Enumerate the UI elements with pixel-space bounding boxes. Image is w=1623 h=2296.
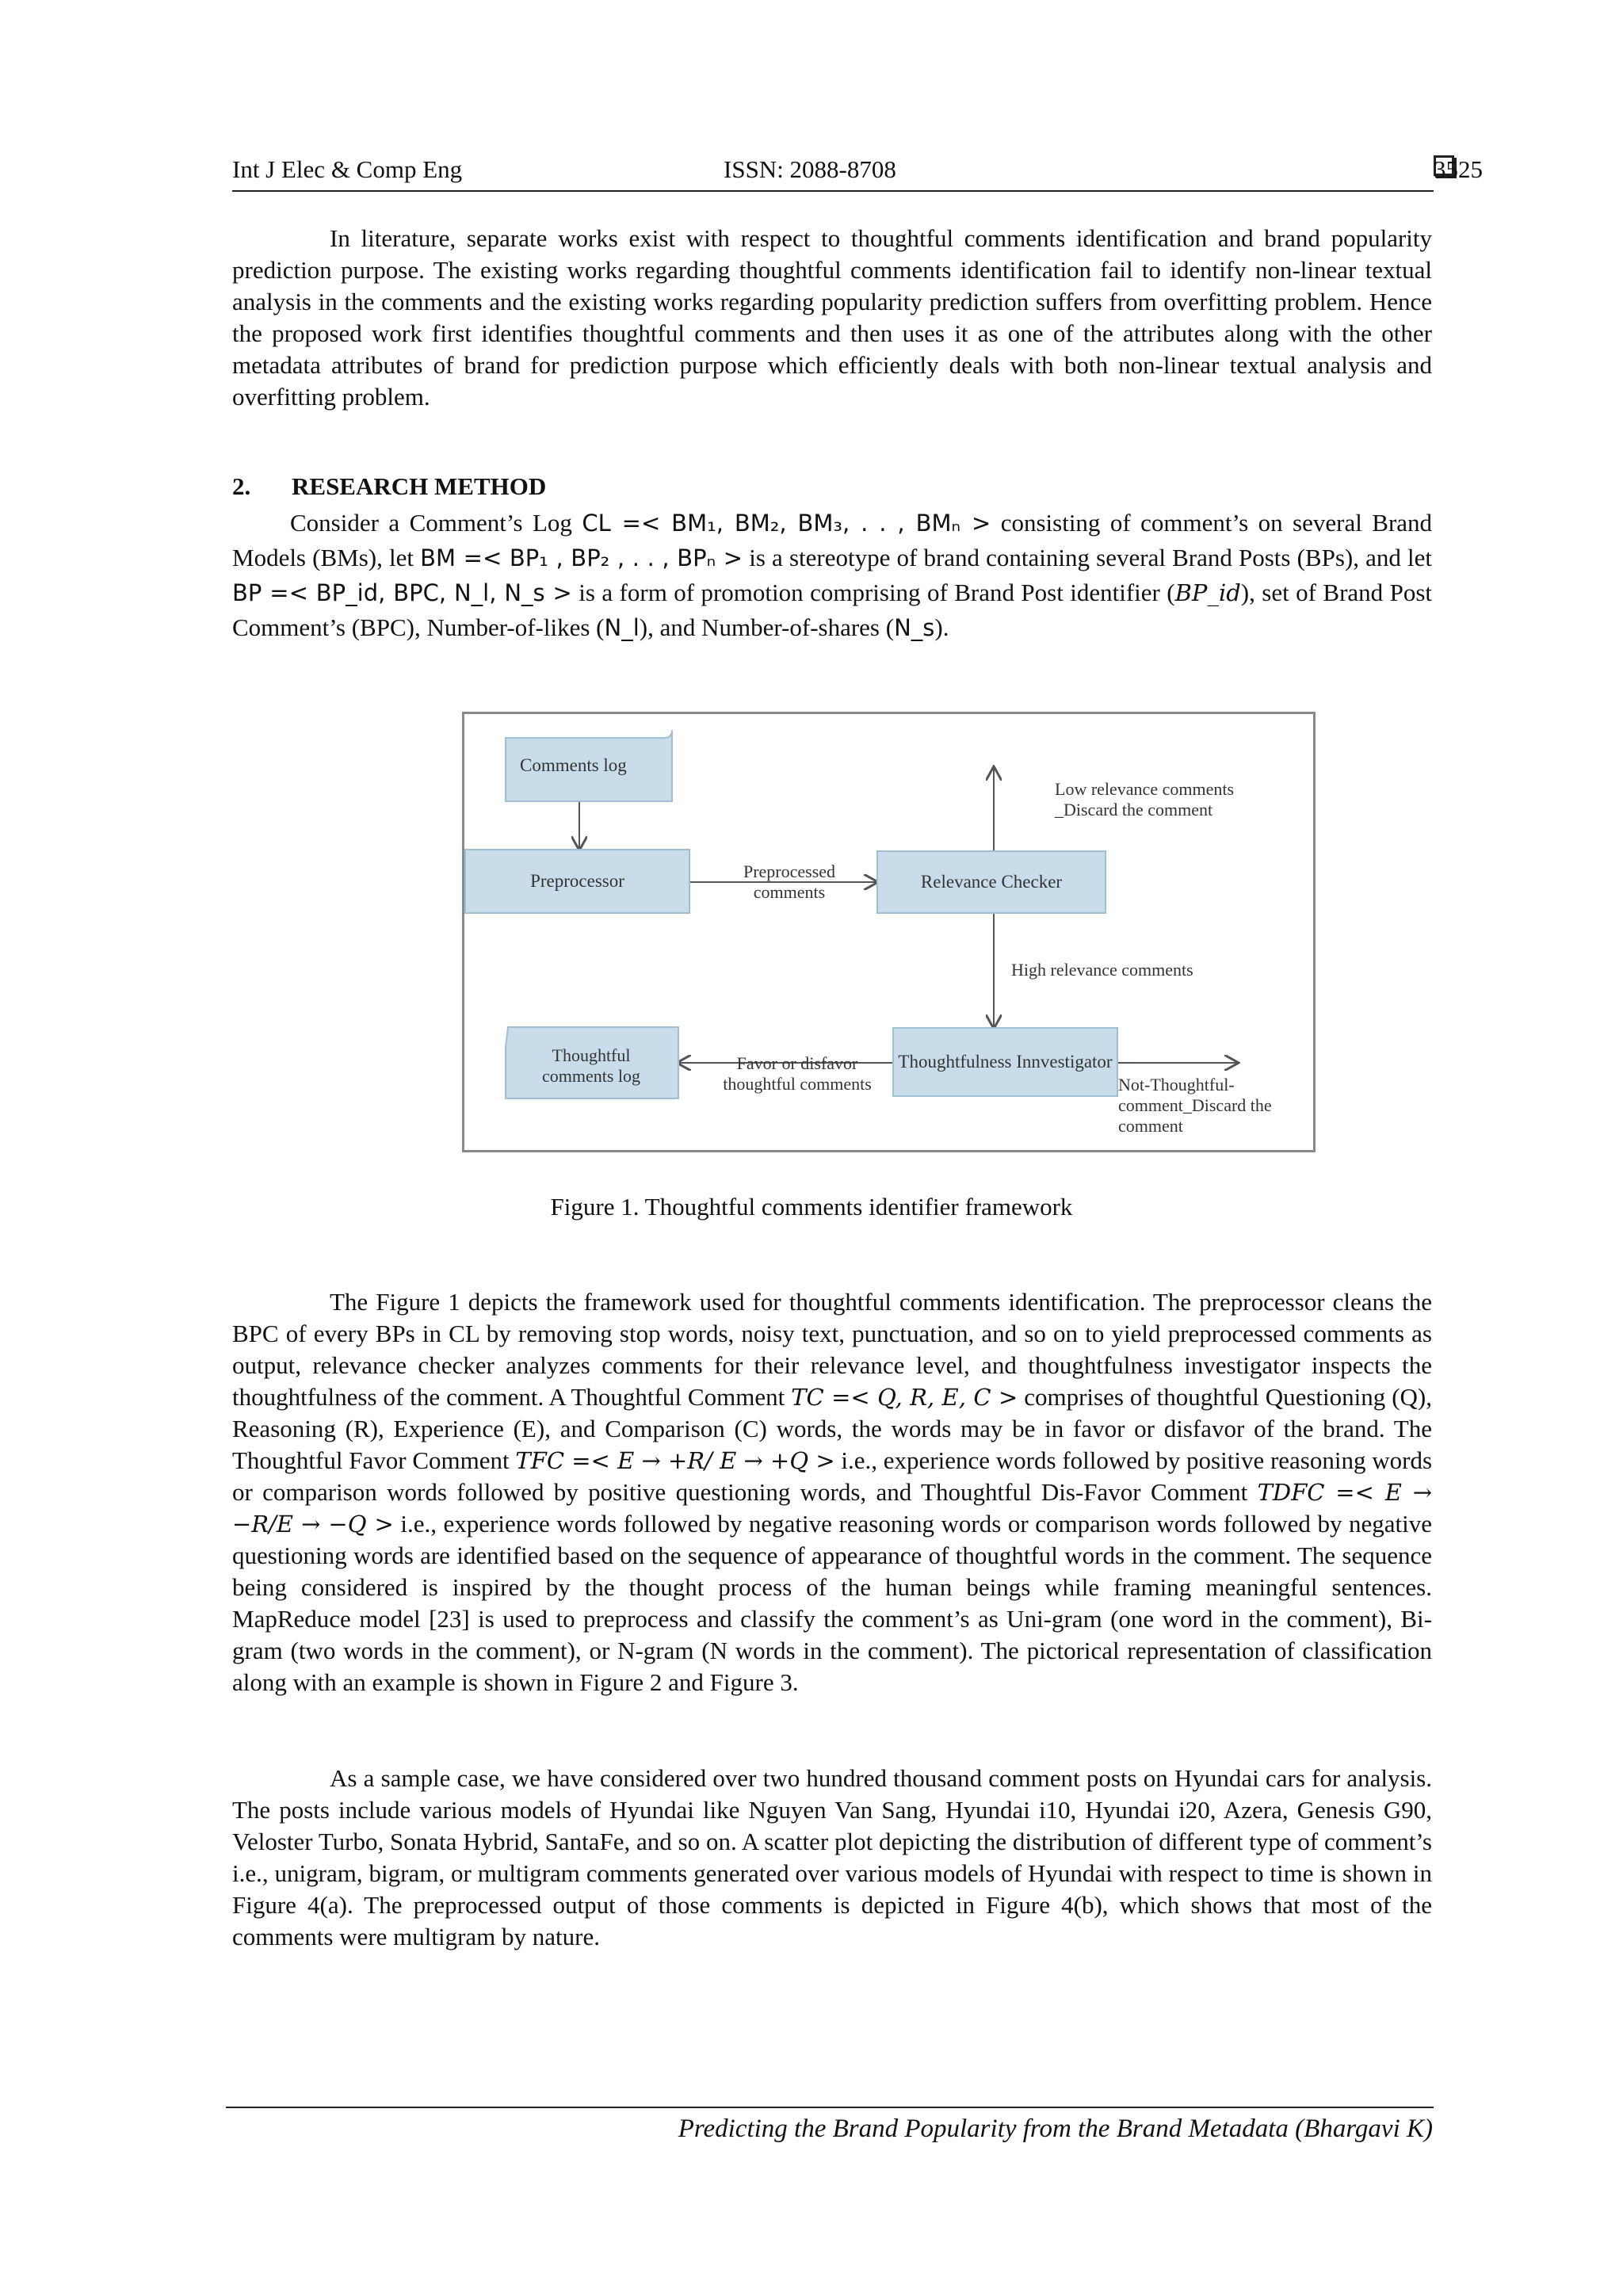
cl-formula: CL =< BM₁, BM₂, BM₃, . . , BMₙ > — [582, 510, 991, 537]
footer-rule — [226, 2107, 1434, 2108]
page-number: 3525 — [1434, 155, 1483, 183]
issn: ISSN: 2088-8708 — [724, 155, 896, 183]
method-text-5: ), set of Brand Post Comment’s (BPC), Number-of-likes ( — [232, 579, 1433, 641]
running-footer: Predicting the Brand Popularity from the Brand Metadata (Bhargavi K) — [678, 2115, 1433, 2143]
bp-formula: BP =< BP_id, BPC, N_l, N_s > — [232, 579, 572, 606]
nl-symbol: N_l — [604, 614, 640, 641]
sample-paragraph: As a sample case, we have considered over two hundred thousand comment posts on Hyundai cars for analysis. The posts include various models of Hyundai like Nguyen Van Sang, Hyundai i10, Hyundai i20, Azera, Genesis G90, Veloster Turbo, Sonata Hybrid, SantaFe, and so on. A scatter plot depicting the distribution of different type of comment’s i.e., unigram, bigram, or multigram comments generated over various models of Hyundai with respect to time is shown in Figure 4(a). The preprocessed output of those comments is depicted in Figure 4(b), which shows that most of the comments were multigram by nature. — [232, 1764, 1432, 1950]
method-text-3: is a stereotype of brand containing several Brand Posts (BPs), and let — [749, 544, 1433, 571]
framework-text-4: i.e., experience words followed by negative reasoning words or comparison words followed by negative questioning words are identified based on the sequence of appearance of thoughtful words in the comment. The sequence being considered is inspired by the thought process of the human beings while framing meaningful sentences. MapReduce model [23] is used to preprocess and classify the comment’s as Uni-gram (one word in the comment), Bi-gram (two words in the comment), or N-gram (N words in the comment). The pictorical representation of classification along with an example is shown in Figure 2 and Figure 3. — [232, 1510, 1432, 1696]
tc-formula: TC =< Q, R, E, C > — [791, 1384, 1018, 1411]
figure-1-caption: Figure 1. Thoughtful comments identifier framework — [550, 1193, 1073, 1221]
section-heading — [232, 472, 546, 501]
method-paragraph — [232, 506, 1432, 645]
favor-disfavor-label: Favor or disfavor thoughtful comments — [723, 1053, 872, 1094]
relevance-checker-box: Relevance Checker — [876, 850, 1106, 914]
method-text-4: is a form of promotion comprising of Brand Post identifier ( — [579, 579, 1175, 606]
bm-formula: BM =< BP₁ , BP₂ , . . , BPₙ > — [420, 544, 743, 571]
journal-name: Int J Elec & Comp Eng — [232, 155, 463, 183]
comments-log-label: Comments log — [520, 755, 627, 775]
framework-text-3: i.e., experience words followed by positive reasoning words or comparison words followed by positive questioning words, and Thoughtful Dis-Favor Comment — [232, 1446, 1433, 1506]
method-text-1: Consider a Comment’s Log — [290, 509, 572, 537]
figure-1-diagram — [462, 712, 1316, 1152]
thoughtfulness-investigator-box: Thoughtfulness Innvestigator — [892, 1027, 1118, 1097]
low-relevance-label: Low relevance comments _Discard the comment — [1055, 779, 1235, 819]
thoughtful-log-label: Thoughtful comments log — [541, 1045, 641, 1086]
preprocessor-box: Preprocessor — [464, 849, 690, 914]
high-relevance-label: High relevance comments — [1011, 960, 1193, 980]
ns-symbol: N_s — [894, 614, 935, 641]
section-number: 2. — [232, 472, 251, 500]
section-title: RESEARCH METHOD — [292, 472, 547, 500]
bpid-symbol: BP_id — [1174, 579, 1241, 606]
method-text-2: consisting of comment’s on several Brand Models (BMs), let — [232, 509, 1433, 571]
tfc-formula: TFC =< E → +R/ E → +Q > — [515, 1447, 835, 1474]
framework-text-1: The Figure 1 depicts the framework used for thoughtful comments identification. The preprocessor cleans the BPC of every BPs in CL by removing stop words, noisy text, punctuation, and so on to yield preprocessed comments as output, relevance checker analyzes comments for their relevance level, and thoughtfulness investigator inspects the thoughtfulness of the comment. A Thoughtful Comment — [232, 1288, 1432, 1411]
method-text-7: ). — [934, 613, 949, 641]
tdfc-formula: TDFC =< E → −R/E → −Q > — [232, 1479, 1433, 1538]
framework-paragraph — [232, 1286, 1432, 1698]
running-header — [232, 155, 1483, 192]
preprocessed-comments-label: Preprocessed comments — [743, 861, 836, 902]
framework-text-2: comprises of thoughtful Questioning (Q), Reasoning (R), Experience (E), and Comparison (C) words, the words may be in favor or disfavor of the brand. The Thoughtful Favor Comment — [232, 1383, 1433, 1474]
method-text-6: ), and Number-of-shares ( — [639, 613, 895, 641]
intro-paragraph: In literature, separate works exist with respect to thoughtful comments identification and brand popularity prediction purpose. The existing works regarding thoughtful comments identification fail to identify non-linear textual analysis in the comments and the existing works regarding popularity prediction suffers from overfitting problem. Hence the proposed work first identifies thoughtful comments and then uses it as one of the attributes along with the other metadata attributes of brand for prediction purpose which efficiently deals with both non-linear textual analysis and overfitting problem. — [232, 224, 1432, 411]
not-thoughtful-label: Not-Thoughtful- comment_Discard the comment — [1118, 1075, 1272, 1136]
